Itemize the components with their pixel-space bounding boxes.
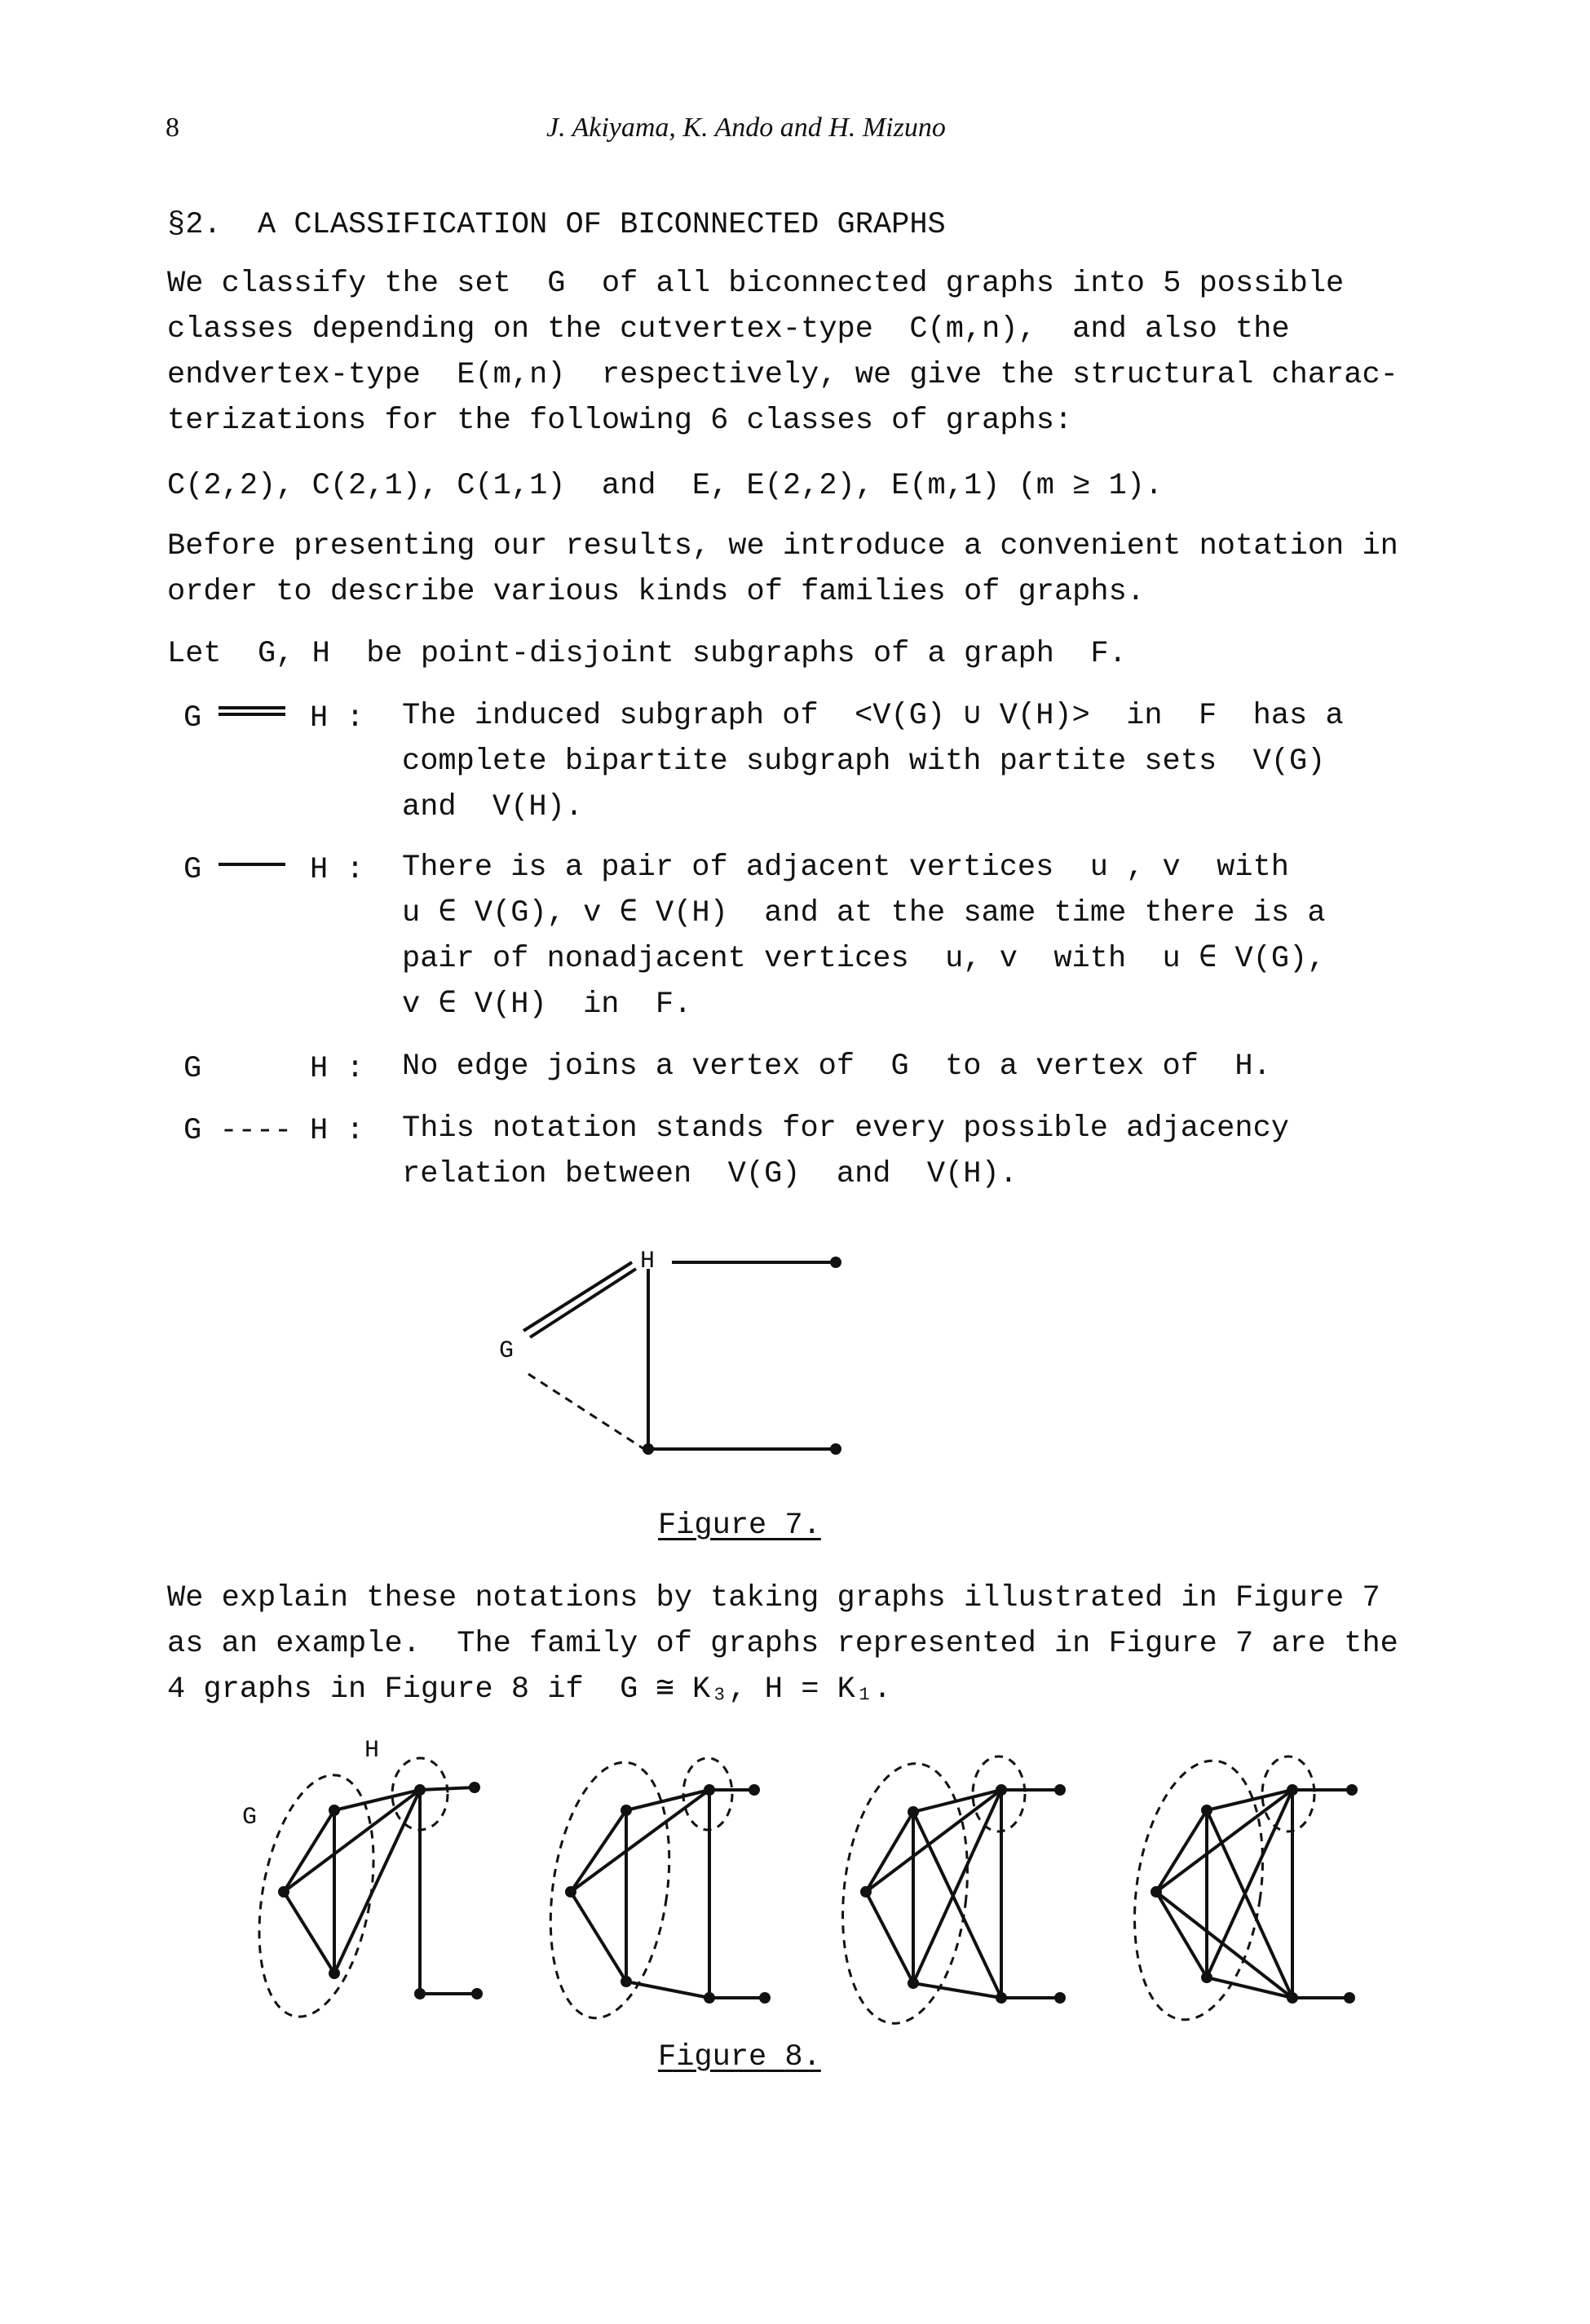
para1-line-2: classes depending on the cutvertex-type C(m,n), and also the bbox=[167, 312, 1290, 347]
para2-line-1: Before presenting our results, we introduce a convenient notation in bbox=[167, 529, 1398, 563]
fig7-double-edge-a bbox=[523, 1262, 632, 1331]
para3-line-1: We explain these notations by taking graphs illustrated in Figure 7 bbox=[167, 1581, 1380, 1615]
notation-3-right: H : bbox=[310, 1052, 364, 1086]
let-line: Let G, H be point-disjoint subgraphs of a graph F. bbox=[167, 637, 1127, 671]
notation-1-right: H : bbox=[310, 701, 364, 736]
notation-3-desc-1: No edge joins a vertex of G to a vertex of H. bbox=[402, 1049, 1271, 1084]
fig8-g1-g-outline bbox=[242, 1766, 391, 2026]
fig8-g4-h-outline bbox=[1262, 1756, 1314, 1831]
class-list: C(2,2), C(2,1), C(1,1) and E, E(2,2), E(m,1) (m ≥ 1). bbox=[167, 469, 1164, 503]
figure-7-caption: Figure 7. bbox=[658, 1509, 821, 1543]
fig7-dashed-edge bbox=[528, 1374, 644, 1449]
fig7-vertex-bottom-left bbox=[643, 1443, 654, 1455]
fig7-label-h: H bbox=[640, 1248, 656, 1275]
notation-2-left: G bbox=[183, 853, 202, 887]
notation-1-desc-3: and V(H). bbox=[402, 790, 584, 824]
notation-1-desc-1: The induced subgraph of <V(G) ∪ V(H)> in F has a bbox=[402, 699, 1344, 733]
notation-1-left: G bbox=[183, 701, 202, 736]
page-number: 8 bbox=[166, 113, 179, 143]
fig8-label-g: G bbox=[242, 1804, 258, 1831]
fig8-g2-h-outline bbox=[683, 1758, 732, 1830]
notation-4-desc-1: This notation stands for every possible adjacency bbox=[402, 1111, 1289, 1146]
fig8-label-h: H bbox=[364, 1737, 380, 1765]
notation-3-left: G bbox=[183, 1052, 202, 1086]
section-title: §2. A CLASSIFICATION OF BICONNECTED GRAPHS bbox=[167, 208, 946, 242]
para3-line-3: 4 graphs in Figure 8 if G ≅ K₃, H = K₁. bbox=[167, 1672, 892, 1707]
fig8-g3-h-outline bbox=[973, 1756, 1025, 1831]
notation-4-desc-2: relation between V(G) and V(H). bbox=[402, 1157, 1018, 1191]
notation-4-left: G ---- bbox=[183, 1114, 293, 1148]
fig8-g3-g-outline bbox=[831, 1757, 980, 2030]
fig8-g4-g-outline bbox=[1119, 1752, 1278, 2028]
figure-8-caption: Figure 8. bbox=[658, 2040, 821, 2074]
notation-2-right: H : bbox=[310, 853, 364, 887]
para1-line-3: endvertex-type E(m,n) respectively, we give the structural charac- bbox=[167, 358, 1398, 392]
fig8-graph-2 bbox=[536, 1755, 771, 2026]
notation-2-desc-2: u ∈ V(G), v ∈ V(H) and at the same time there is a bbox=[402, 896, 1326, 930]
para1-line-1: We classify the set G of all biconnected graphs into 5 possible bbox=[167, 267, 1345, 301]
fig7-double-edge-b bbox=[530, 1269, 636, 1337]
fig7-label-g: G bbox=[499, 1337, 515, 1365]
fig8-g1-h-outline bbox=[392, 1758, 448, 1830]
fig8-graph-3 bbox=[831, 1756, 1066, 2030]
fig8-graph-4 bbox=[1119, 1752, 1358, 2028]
running-head-authors: J. Akiyama, K. Ando and H. Mizuno bbox=[546, 113, 946, 143]
notation-1-desc-2: complete bipartite subgraph with partite sets V(G) bbox=[402, 744, 1326, 779]
notation-2-desc-3: pair of nonadjacent vertices u, v with u ∈ V(G), bbox=[402, 942, 1326, 976]
notation-2-desc-4: v ∈ V(H) in F. bbox=[402, 987, 692, 1022]
notation-2-desc-1: There is a pair of adjacent vertices u , v with bbox=[402, 851, 1289, 885]
fig8-g2-g-outline bbox=[536, 1755, 685, 2026]
para1-line-4: terizations for the following 6 classes of graphs: bbox=[167, 404, 1073, 438]
fig7-vertex-top-right bbox=[830, 1257, 841, 1268]
fig8-graph-1 bbox=[242, 1758, 483, 2026]
notation-4-right: H : bbox=[310, 1114, 364, 1148]
para3-line-2: as an example. The family of graphs represented in Figure 7 are the bbox=[167, 1627, 1398, 1661]
fig7-vertex-bottom-right bbox=[830, 1443, 841, 1455]
para2-line-2: order to describe various kinds of families of graphs. bbox=[167, 575, 1145, 609]
